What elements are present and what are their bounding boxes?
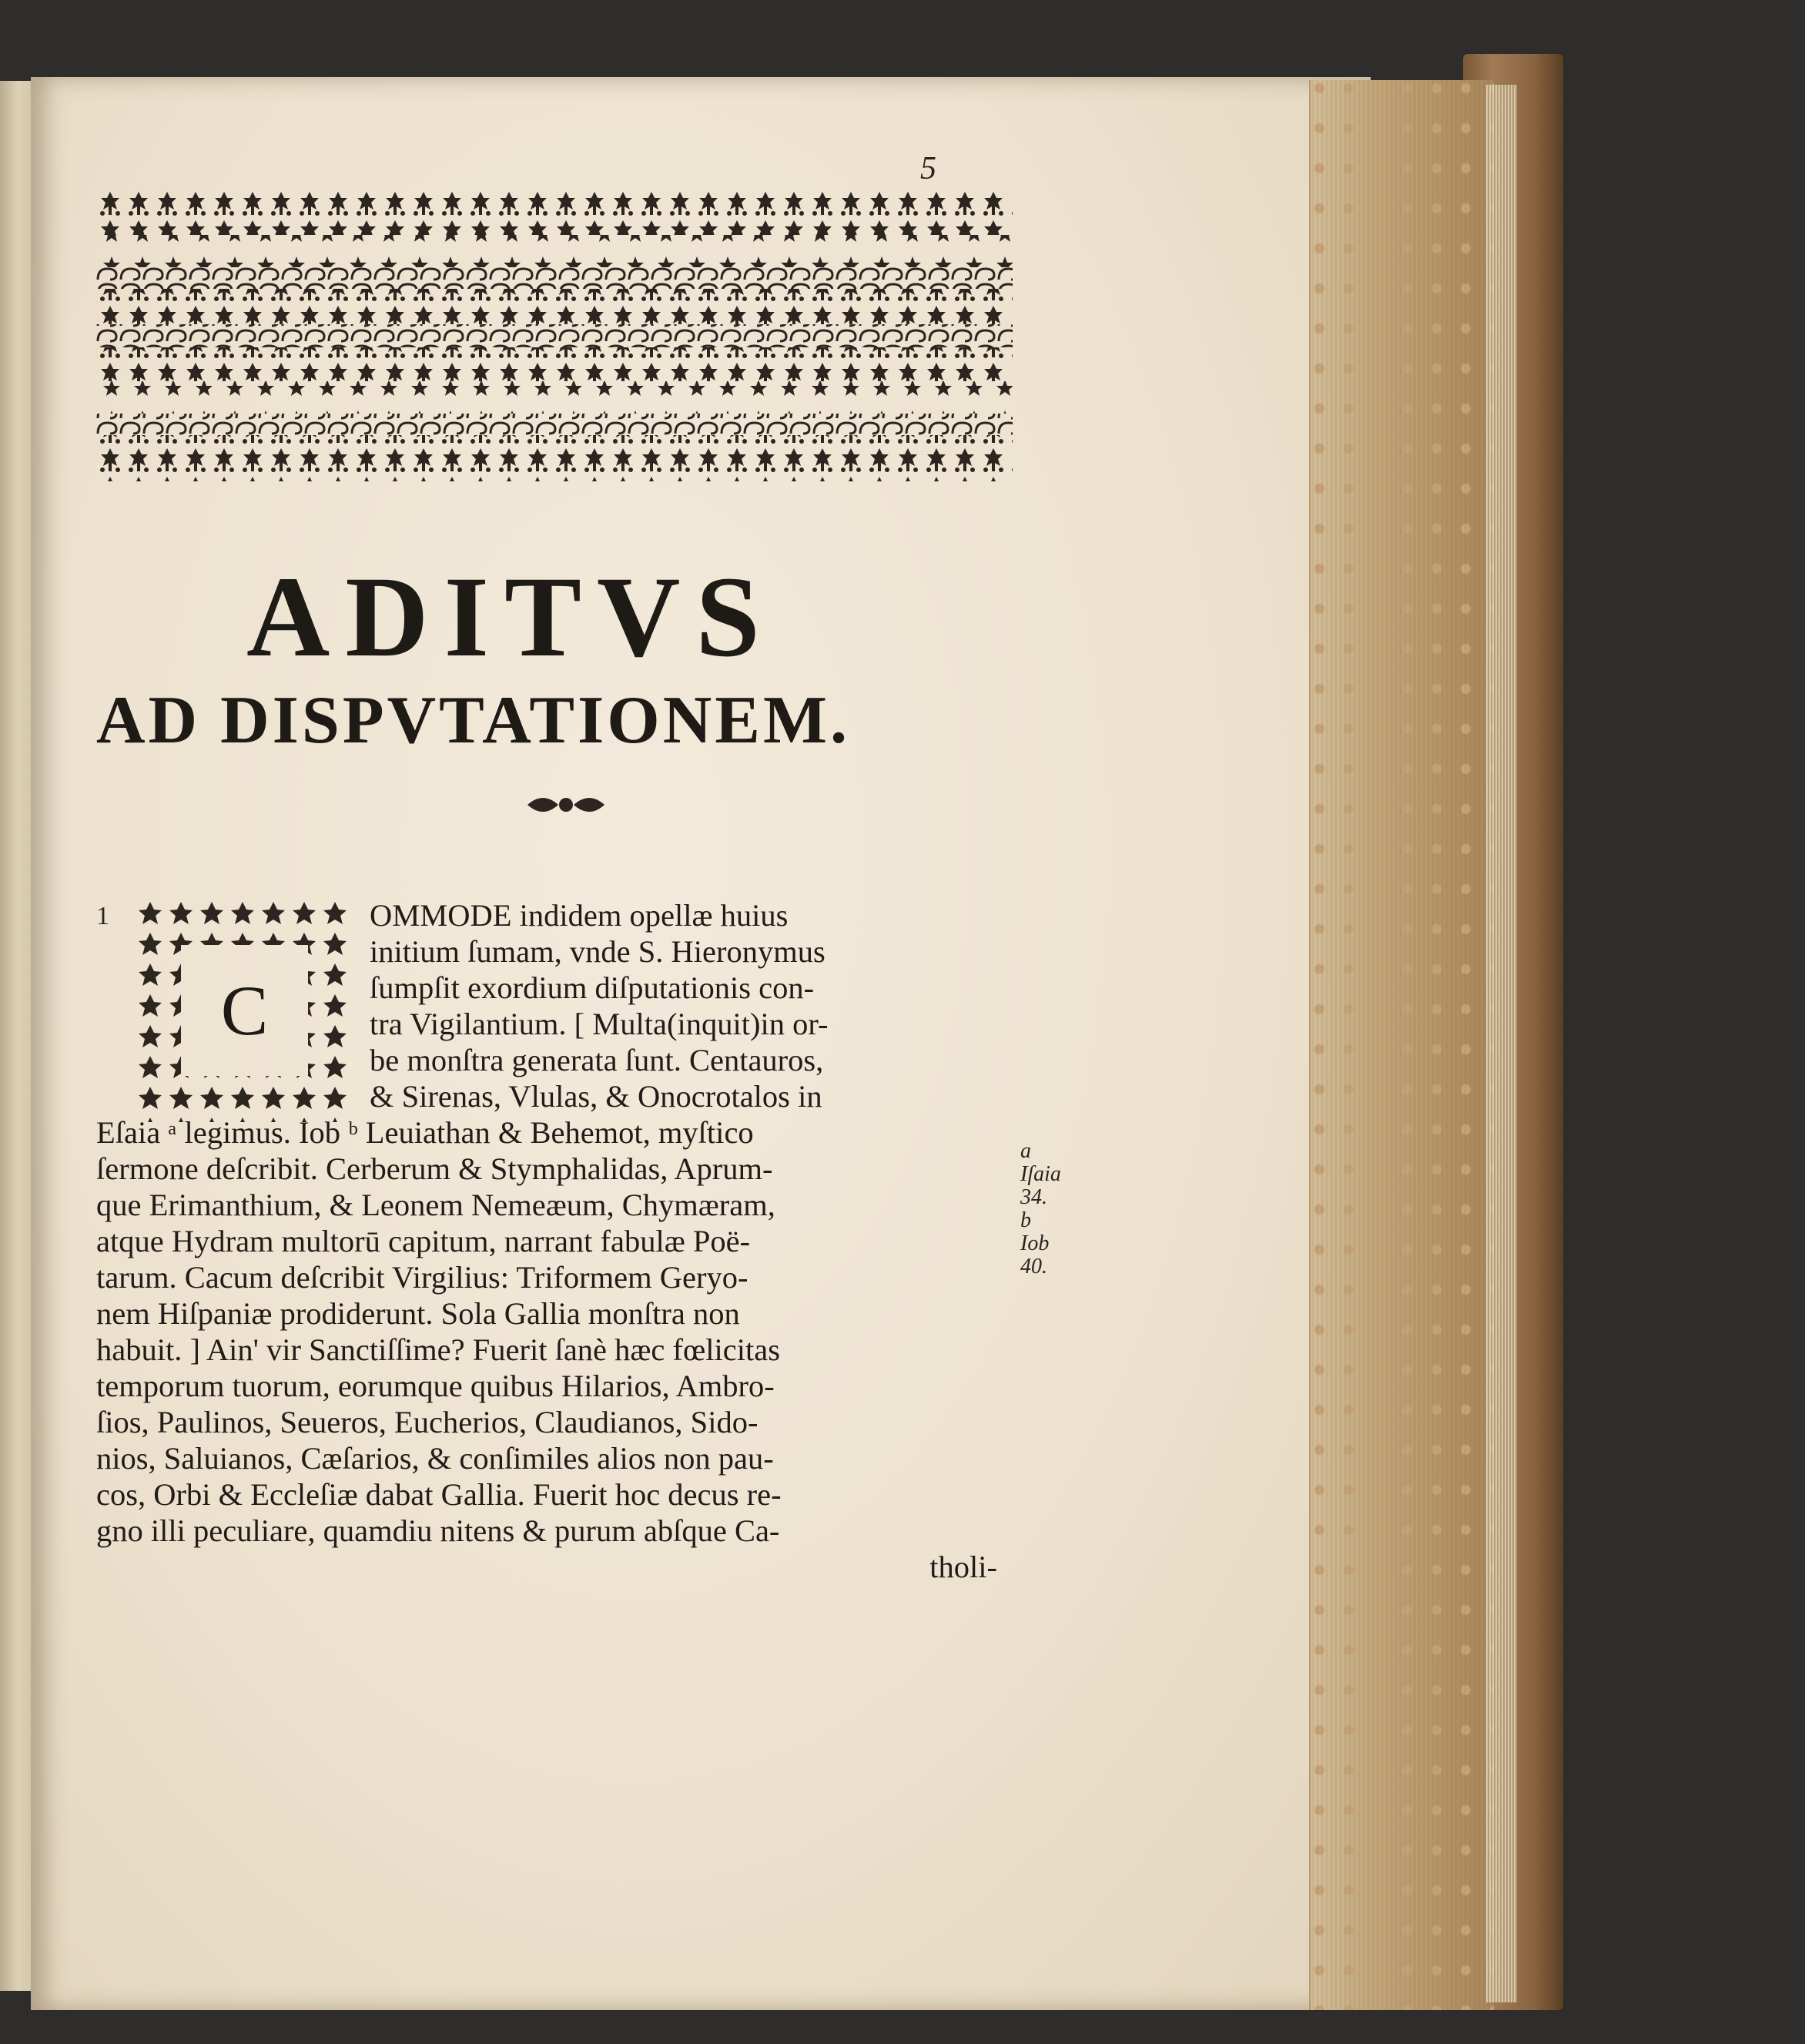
text-line: atque Hydram multorū capitum, narrant fabulæ Poë- bbox=[96, 1224, 751, 1258]
drop-cap-letter: C bbox=[220, 971, 269, 1050]
fleuron-ornament bbox=[524, 789, 608, 820]
text-line: tarum. Cacum deſcribit Virgilius: Triformem Geryo- bbox=[96, 1260, 748, 1295]
ornamental-headpiece bbox=[96, 189, 1013, 497]
page-edge-lines bbox=[1486, 85, 1517, 2002]
text-line: nios, Saluianos, Cæſarios, & conſimiles alios non pau- bbox=[96, 1441, 774, 1476]
text-line: Eſaia ᵃ legimus. Iob ᵇ Leuiathan & Behemot, myſtico bbox=[96, 1115, 754, 1150]
page-block-edge bbox=[1309, 80, 1494, 2010]
text-line: temporum tuorum, eorumque quibus Hilarios, Ambro- bbox=[96, 1369, 775, 1403]
text-line: nem Hiſpaniæ prodiderunt. Sola Gallia monſtra non bbox=[96, 1296, 740, 1331]
text-line: ſermone deſcribit. Cerberum & Stymphalidas, Aprum- bbox=[96, 1151, 773, 1186]
text-line: habuit. ] Ain' vir Sanctiſſime? Fuerit ſanè hæc fœlicitas bbox=[96, 1332, 780, 1367]
page-number: 5 bbox=[920, 151, 936, 186]
text-line: gno illi peculiare, quamdiu nitens & purum abſque Ca- bbox=[96, 1513, 780, 1548]
text-line: OMMODE indidem opellæ huius bbox=[370, 898, 789, 933]
title-line-1: ADITVS bbox=[246, 553, 775, 681]
text-line: ſumpſit exordium diſputationis con- bbox=[370, 970, 815, 1005]
text-line: ſios, Paulinos, Seueros, Eucherios, Claudianos, Sido- bbox=[96, 1405, 759, 1439]
margin-note: a Iſaia 34. bbox=[1020, 1139, 1061, 1209]
text-line: cos, Orbi & Eccleſiæ dabat Gallia. Fuerit hoc decus re- bbox=[96, 1477, 782, 1512]
paragraph-number: 1 bbox=[96, 902, 109, 930]
title-line-2: AD DISPVTATIONEM. bbox=[96, 683, 851, 758]
catchword: tholi- bbox=[929, 1550, 997, 1584]
text-line: be monſtra generata ſunt. Centauros, bbox=[370, 1043, 824, 1077]
text-line: initium ſumam, vnde S. Hieronymus bbox=[370, 934, 825, 969]
text-line: tra Vigilantium. [ Multa(inquit)in or- bbox=[370, 1007, 829, 1041]
text-line: & Sirenas, Vlulas, & Onocrotalos in bbox=[370, 1079, 822, 1114]
body-text bbox=[96, 897, 1020, 1585]
facing-page-fragments bbox=[3, 81, 34, 1991]
text-line: que Erimanthium, & Leonem Nemeæum, Chymæram, bbox=[96, 1188, 775, 1222]
margin-note: b Iob 40. bbox=[1020, 1208, 1050, 1278]
margin-notes bbox=[1020, 1140, 1061, 1278]
